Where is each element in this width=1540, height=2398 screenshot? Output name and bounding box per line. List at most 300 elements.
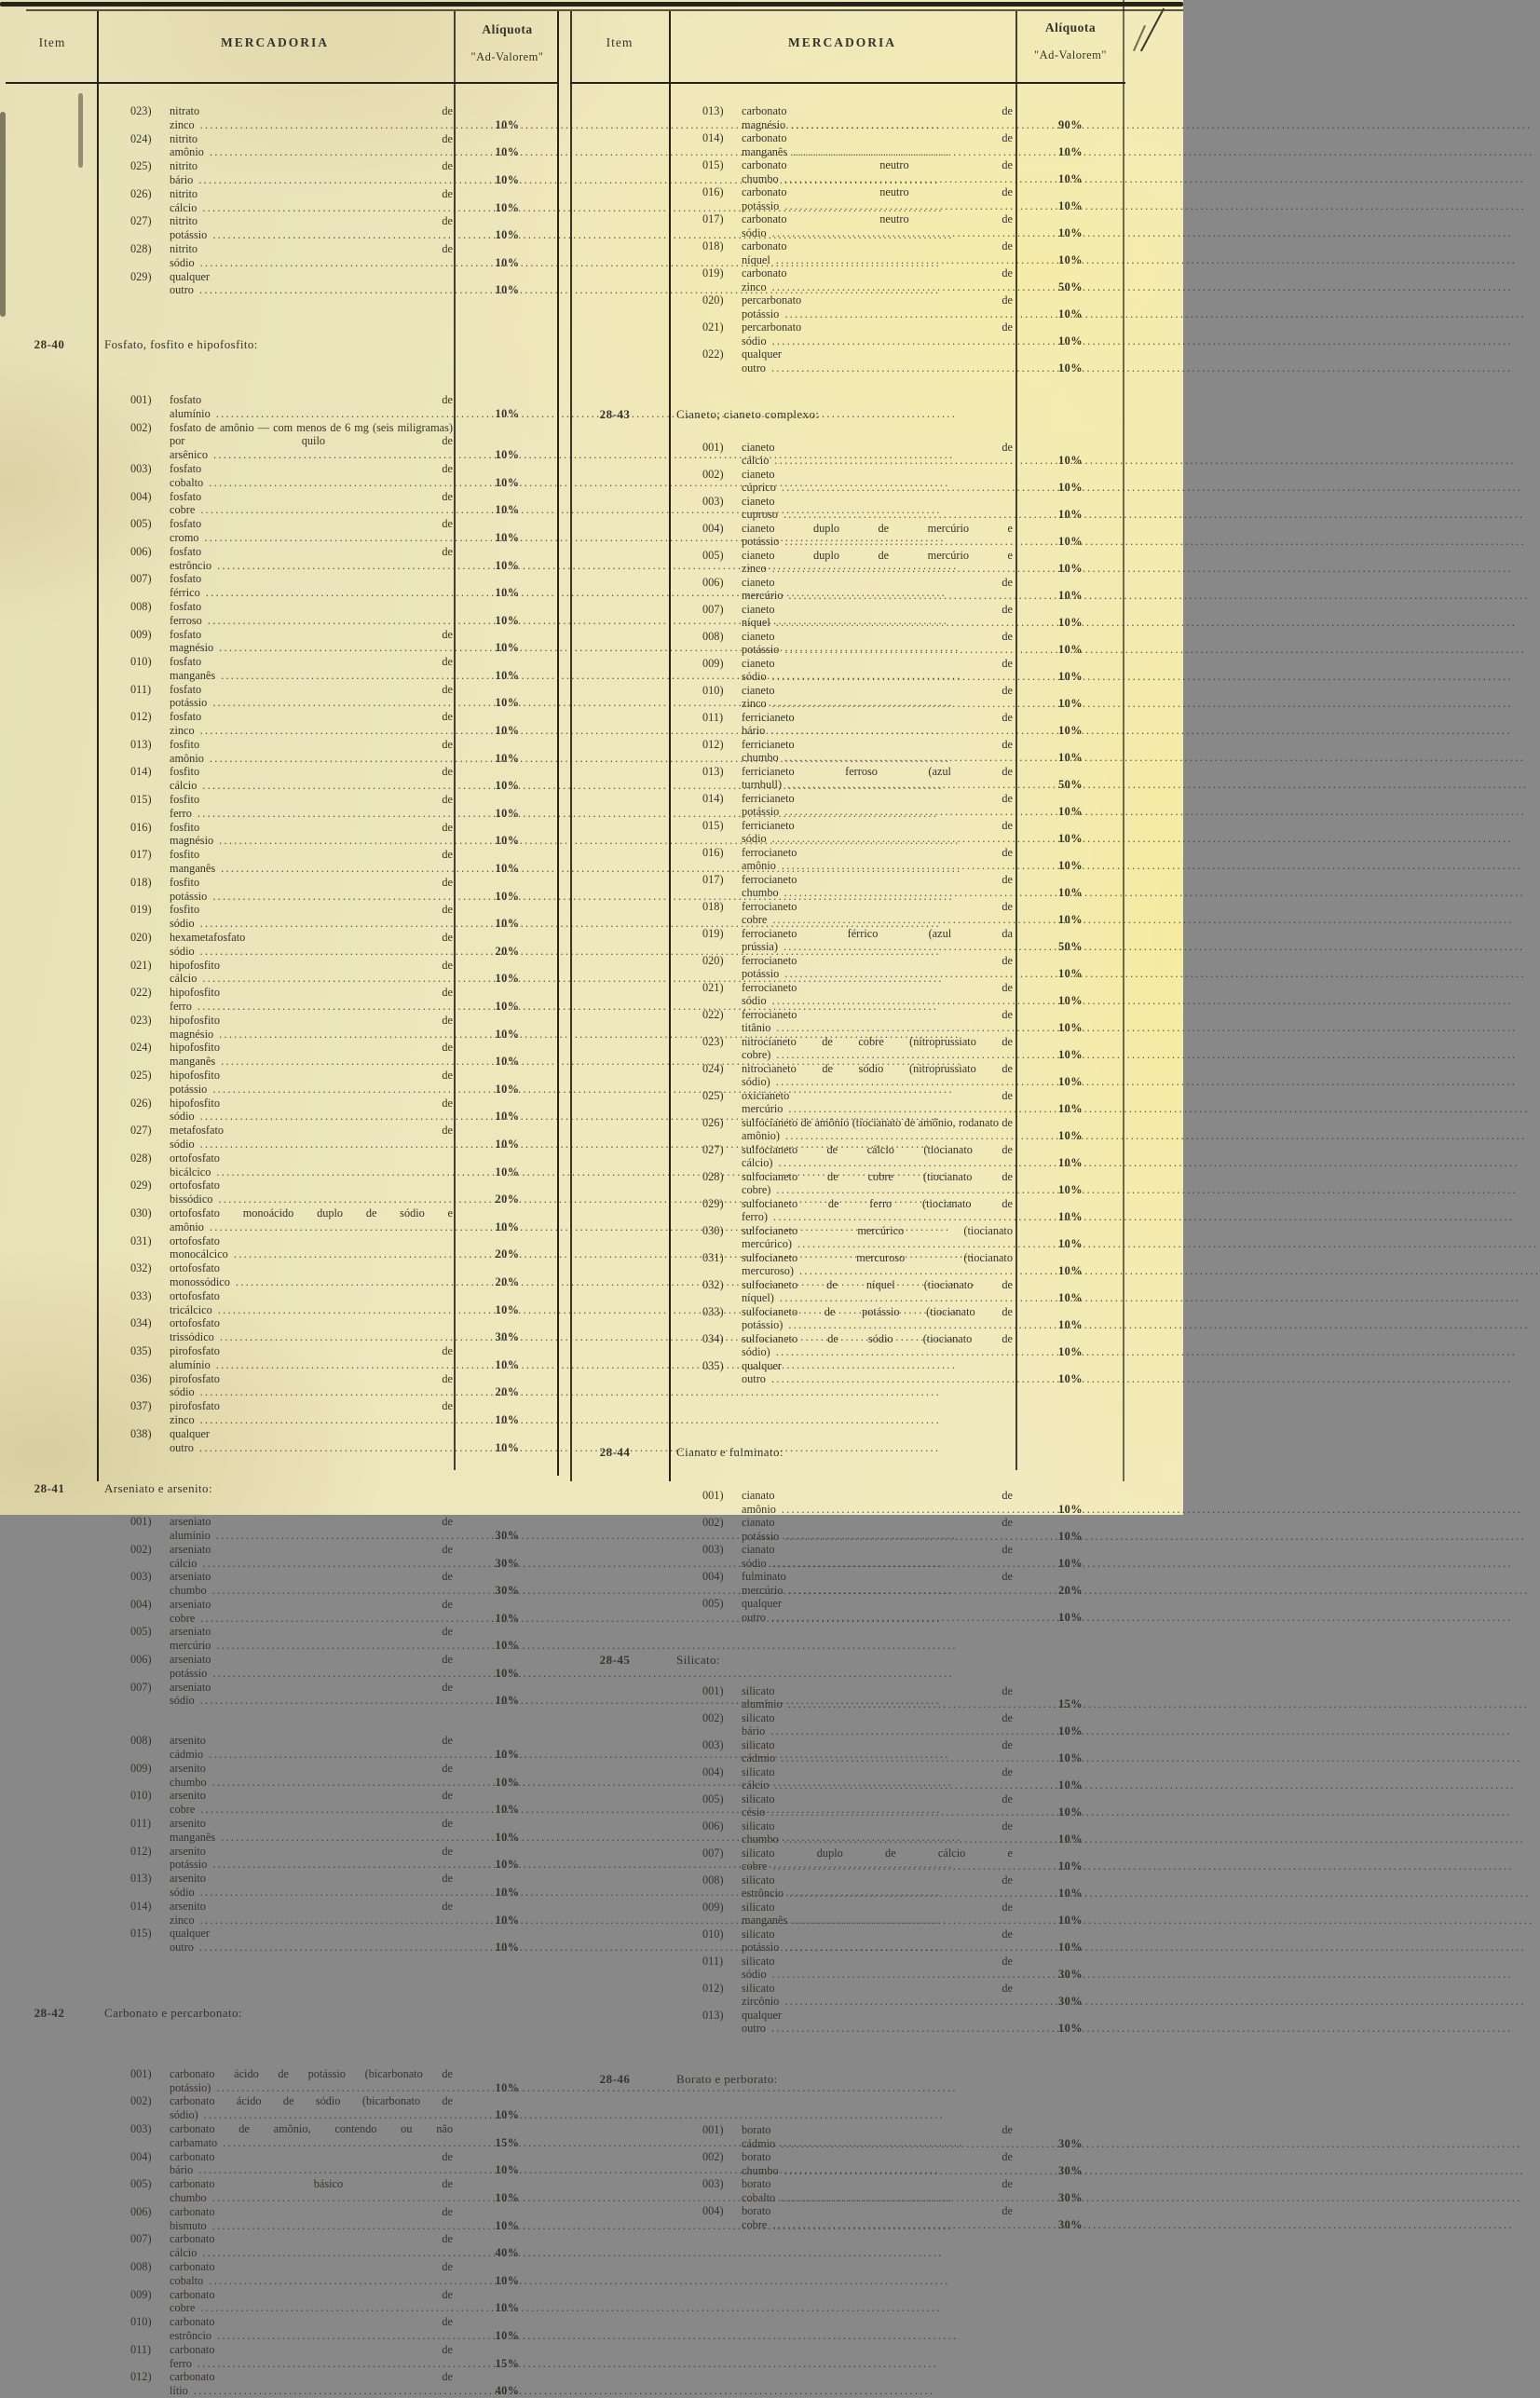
entry-description — [170, 986, 453, 1014]
entry-description — [742, 1516, 1013, 1543]
entry-rate: 10% — [495, 668, 520, 682]
entry-rate: 10% — [1057, 1048, 1083, 1061]
tariff-row — [97, 2370, 559, 2398]
entry-rate: 10% — [495, 558, 520, 572]
tariff-section — [34, 2006, 559, 2398]
tariff-row — [669, 792, 1125, 819]
entry-description — [742, 185, 1013, 212]
tariff-row — [669, 266, 1125, 293]
entry-code: 036) — [130, 1371, 152, 1385]
entry-rate: 10% — [1057, 2022, 1083, 2035]
entry-code: 028) — [130, 241, 152, 255]
entry-description — [742, 266, 1013, 293]
entry-code: 013) — [130, 1872, 152, 1886]
entry-name: nitrito de potássio ..... — [170, 214, 954, 241]
entry-rate: 10% — [495, 1858, 520, 1872]
tariff-row — [669, 212, 1125, 239]
entry-name: ferrocianeto de titânio ..... — [742, 1008, 1518, 1035]
tariff-row — [669, 900, 1125, 927]
tariff-row — [669, 2150, 1125, 2177]
entry-code: 027) — [702, 1142, 724, 1156]
entry-code: 003) — [702, 494, 724, 508]
entry-description — [170, 821, 453, 849]
entry-name: borato de chumbo ..... — [742, 2150, 1525, 2177]
tariff-row — [97, 738, 559, 766]
tariff-row — [97, 1653, 559, 1681]
tariff-row — [97, 572, 559, 600]
tariff-row — [97, 421, 559, 462]
entry-rate: 10% — [495, 1082, 520, 1096]
entry-rate: 30% — [1057, 2217, 1083, 2231]
tariff-row — [669, 927, 1125, 954]
entry-name: carbonato de cobalto ..... — [170, 2260, 950, 2287]
entry-rate: 10% — [495, 641, 520, 655]
entry-code: 034) — [702, 1331, 724, 1345]
entry-rate: 90% — [1057, 117, 1083, 131]
entry-name: hipofosfito de manganês ..... — [170, 1041, 962, 1068]
section-heading — [34, 1481, 559, 1496]
entry-name: qualquer outro ..... — [742, 347, 1512, 375]
entry-name: sulfocianeto de cálcio (tiocianato de cálcio) ..... — [742, 1143, 1520, 1170]
entry-code: 026) — [130, 1096, 152, 1110]
tariff-row — [97, 1206, 559, 1234]
entry-code: 002) — [130, 1542, 152, 1556]
entry-description — [170, 2067, 453, 2095]
tariff-row — [669, 1570, 1125, 1597]
entry-description — [170, 1014, 453, 1042]
entry-name: qualquer outro ..... — [742, 2009, 1512, 2036]
entry-name: ortofosfato trissódico ..... — [170, 1316, 961, 1343]
tariff-row — [669, 1305, 1125, 1332]
tariff-row — [97, 1598, 559, 1626]
entry-code: 021) — [702, 320, 724, 334]
entry-name: carbonato de cálcio ..... — [170, 2232, 944, 2259]
entry-name: arsenito de manganês ..... — [170, 1817, 962, 1844]
entry-rate: 10% — [495, 145, 520, 159]
entry-description — [170, 1543, 453, 1571]
entry-rate: 10% — [1057, 670, 1083, 683]
entry-description — [742, 1197, 1013, 1224]
tariff-row — [97, 2232, 559, 2260]
entry-name: percarbonato de potássio ..... — [742, 293, 1526, 320]
tariff-row — [97, 490, 559, 518]
tariff-row — [97, 986, 559, 1014]
tariff-row — [97, 1900, 559, 1928]
entry-rate: 10% — [495, 1302, 520, 1316]
column-header-item: Item — [38, 35, 66, 49]
entry-rate: 20% — [495, 1247, 520, 1261]
entry-code: 013) — [702, 2008, 724, 2022]
entry-description — [742, 522, 1013, 549]
entry-name: fosfato de cromo ..... — [170, 517, 946, 544]
entry-description — [742, 1170, 1013, 1197]
entry-code: 035) — [702, 1358, 724, 1372]
entry-rate: 10% — [495, 1913, 520, 1927]
entry-code: 008) — [702, 629, 724, 643]
tariff-row — [97, 848, 559, 876]
entry-name: cianeto cúprico ..... — [742, 468, 1522, 495]
entry-name: nitrito de sódio ..... — [170, 242, 941, 269]
entry-name: sulfocianeto de amônio (tiocianato de amônio, rodanato de amônio) ..... — [742, 1116, 1526, 1143]
entry-description — [742, 1543, 1013, 1570]
column-header-aliquota: Alíquota — [1044, 20, 1097, 34]
tariff-row — [669, 819, 1125, 846]
entry-rate: 10% — [1057, 1860, 1083, 1873]
entry-code: 008) — [130, 2259, 152, 2273]
entry-rate: 10% — [495, 613, 520, 627]
entry-description — [742, 1597, 1013, 1624]
entry-rate: 15% — [495, 2135, 520, 2149]
tariff-row — [669, 1846, 1125, 1873]
tariff-row — [97, 1372, 559, 1400]
entry-name: silicato duplo de cálcio e cobre ..... — [742, 1846, 1514, 1873]
tariff-row — [669, 738, 1125, 765]
tariff-row — [97, 1789, 559, 1817]
entry-name: fosfito de manganês ..... — [170, 848, 962, 875]
entry-rate: 10% — [1057, 1291, 1083, 1304]
entry-name: fosfato ferroso ..... — [170, 600, 948, 627]
entry-description — [170, 1872, 453, 1900]
entry-rate: 10% — [1057, 805, 1083, 818]
entry-name: arseniato de alumínio ..... — [170, 1515, 957, 1542]
entry-code: 010) — [702, 1927, 724, 1941]
entry-rate: 10% — [1057, 225, 1083, 239]
entry-name: pirofosfato de zinco ..... — [170, 1399, 941, 1426]
tariff-row — [669, 2177, 1125, 2204]
tariff-row — [97, 1927, 559, 1955]
tariff-row — [669, 1332, 1125, 1359]
entry-description — [170, 1289, 453, 1317]
entry-description — [742, 2150, 1013, 2177]
entry-description — [170, 738, 453, 766]
entry-name: cianeto de níquel ..... — [742, 603, 1517, 630]
item-number: 28-43 — [599, 407, 631, 421]
entry-rate: 10% — [1057, 1210, 1083, 1223]
tariff-row — [669, 1873, 1125, 1901]
entry-description — [170, 1234, 453, 1262]
column-header-mercadoria: MERCADORIA — [221, 35, 329, 49]
entry-code: 012) — [130, 710, 152, 724]
entry-name: fosfito de ferro ..... — [170, 793, 938, 820]
tariff-row — [97, 2315, 559, 2343]
entry-description — [742, 1143, 1013, 1170]
entry-code: 002) — [702, 1516, 724, 1529]
entry-rate: 30% — [1057, 2163, 1083, 2177]
entry-code: 022) — [702, 347, 724, 361]
entry-rate: 10% — [1057, 1183, 1083, 1196]
entry-code: 002) — [130, 2094, 152, 2108]
tariff-row — [669, 1278, 1125, 1305]
entry-code: 023) — [702, 1034, 724, 1048]
entry-code: 007) — [702, 1846, 724, 1860]
entry-name: ferricianeto de sódio ..... — [742, 819, 1513, 846]
entry-code: 028) — [702, 1169, 724, 1183]
tariff-row — [97, 1097, 559, 1124]
entry-rate: 10% — [1057, 1778, 1083, 1792]
entry-rate: 10% — [495, 2163, 520, 2177]
entry-rate: 10% — [495, 1027, 520, 1041]
tariff-row — [669, 1516, 1125, 1543]
entry-description — [170, 848, 453, 876]
entry-code: 011) — [130, 2342, 152, 2356]
entry-rate: 10% — [495, 503, 520, 517]
tariff-row — [669, 2123, 1125, 2150]
tariff-section — [669, 104, 1125, 375]
entry-rate: 10% — [1057, 913, 1083, 926]
entry-name: carbonato de manganês ..... — [742, 131, 1534, 158]
entry-description — [170, 710, 453, 738]
entry-description — [742, 684, 1013, 711]
tariff-row — [669, 2204, 1125, 2231]
tariff-row — [97, 393, 559, 421]
entry-description — [742, 1305, 1013, 1332]
entry-description — [742, 1765, 1013, 1792]
tariff-row — [97, 187, 559, 215]
entry-rate: 10% — [495, 862, 520, 876]
entry-description — [170, 421, 453, 462]
entry-description — [170, 2370, 453, 2398]
entry-rate: 10% — [495, 475, 520, 489]
entry-name: carbonato de magnésio ..... — [742, 104, 1533, 131]
tariff-row — [669, 1792, 1125, 1819]
entry-rate: 10% — [495, 1137, 520, 1151]
entry-name: cianato de amônio ..... — [742, 1489, 1522, 1516]
entry-name: ferricianeto de bário ..... — [742, 711, 1512, 738]
entry-code: 006) — [130, 1653, 152, 1667]
tariff-row — [669, 1170, 1125, 1197]
entry-group — [669, 1489, 1125, 1624]
entry-code: 015) — [702, 158, 724, 171]
entry-group — [97, 2067, 559, 2398]
entry-code: 015) — [130, 1927, 152, 1941]
entry-rate: 10% — [495, 1357, 520, 1371]
entry-rate: 10% — [1057, 697, 1083, 710]
entry-description — [170, 1598, 453, 1626]
entry-name: arseniato de cobre ..... — [170, 1598, 942, 1625]
entry-code: 006) — [130, 2204, 152, 2218]
entry-code: 033) — [702, 1304, 724, 1318]
entry-rate: 30% — [495, 1556, 520, 1570]
section-heading — [34, 2006, 559, 2021]
entry-rate: 10% — [495, 724, 520, 738]
entry-rate: 30% — [495, 1528, 520, 1542]
entry-code: 010) — [130, 1789, 152, 1803]
entry-rate: 10% — [1057, 1941, 1083, 1954]
entry-code: 011) — [130, 682, 152, 696]
entry-description — [170, 1041, 453, 1069]
entry-name: sulfocianeto mercuroso (tiocianato mercuroso) ..... — [742, 1251, 1540, 1278]
entry-code: 014) — [130, 765, 152, 779]
entry-rate: 10% — [495, 172, 520, 186]
entry-description — [742, 131, 1013, 158]
entry-rate: 10% — [1057, 967, 1083, 980]
entry-description — [742, 900, 1013, 927]
entry-description — [170, 1372, 453, 1400]
entry-code: 021) — [130, 958, 152, 972]
entry-description — [742, 846, 1013, 873]
entry-description — [170, 2232, 453, 2260]
entry-name: nitrito de bário ..... — [170, 159, 940, 186]
entry-name: arsenito de sódio ..... — [170, 1872, 941, 1899]
tariff-row — [669, 711, 1125, 738]
entry-rate: 10% — [495, 972, 520, 986]
tariff-row — [97, 242, 559, 270]
entry-code: 003) — [702, 1543, 724, 1556]
entry-rate: 10% — [1057, 171, 1083, 185]
tariff-row — [669, 1359, 1125, 1386]
tariff-row — [97, 1515, 559, 1543]
tariff-row — [97, 710, 559, 738]
entry-rate: 10% — [495, 1694, 520, 1708]
tariff-row — [97, 1427, 559, 1455]
entry-description — [742, 1035, 1013, 1062]
entry-rate: 10% — [1057, 1102, 1083, 1115]
entry-rate: 10% — [495, 1611, 520, 1625]
entry-code: 013) — [702, 104, 724, 117]
entry-code: 002) — [130, 420, 152, 434]
entry-rate: 10% — [495, 530, 520, 544]
table-body — [34, 97, 559, 2398]
entry-code: 020) — [130, 931, 152, 945]
entry-name: sulfocianeto de sódio (tiocianato de sódio) ..... — [742, 1332, 1517, 1359]
entry-name: silicato de sódio ..... — [742, 1955, 1513, 1982]
tariff-row — [669, 954, 1125, 981]
tariff-row — [97, 1316, 559, 1344]
entry-name: qualquer outro ..... — [742, 1597, 1512, 1624]
entry-code: 004) — [702, 2204, 724, 2217]
entry-description — [170, 462, 453, 490]
entry-rate: 30% — [1057, 2190, 1083, 2204]
entry-rate: 10% — [495, 228, 520, 242]
tariff-row — [97, 903, 559, 931]
entry-code: 007) — [130, 572, 152, 586]
entry-code: 012) — [702, 737, 724, 751]
tariff-row — [97, 1124, 559, 1151]
entry-rate: 10% — [1057, 1914, 1083, 1927]
entry-description — [742, 1846, 1013, 1873]
entry-description — [742, 981, 1013, 1008]
tariff-row — [97, 132, 559, 160]
entry-name: sulfocianeto de ferro (tiocianato de ferro) ..... — [742, 1197, 1514, 1224]
entry-code: 013) — [130, 737, 152, 751]
tariff-row — [669, 495, 1125, 522]
entry-name: hipofosfito de potássio ..... — [170, 1069, 954, 1096]
entry-name: carbonato de bário ..... — [170, 2150, 940, 2177]
tariff-row — [669, 1197, 1125, 1224]
tariff-row — [669, 1597, 1125, 1624]
entry-name: arseniato de potássio ..... — [170, 1653, 954, 1680]
entry-rate: 50% — [1057, 778, 1083, 791]
tariff-row — [97, 1069, 559, 1097]
entry-code: 020) — [702, 293, 724, 307]
entry-description — [170, 2177, 453, 2205]
entry-rate: 10% — [1057, 1502, 1083, 1516]
entry-name: carbonato de estrôncio ..... — [170, 2315, 958, 2342]
entry-name: ortofosfato monossódico ..... — [170, 1261, 976, 1288]
entry-name: silicato de potássio ..... — [742, 1928, 1526, 1955]
entry-name: sulfocianeto de níquel (tiocianato de níquel) ..... — [742, 1278, 1520, 1305]
entry-rate: 10% — [495, 2108, 520, 2122]
entry-code: 026) — [130, 186, 152, 200]
entry-code: 005) — [130, 1625, 152, 1639]
entry-code: 002) — [702, 467, 724, 481]
entry-description — [170, 1653, 453, 1681]
tariff-row — [669, 104, 1125, 131]
entry-group — [669, 104, 1125, 375]
entry-name: sulfocianeto de potássio (tiocianato de potássio) ..... — [742, 1305, 1530, 1332]
entry-code: 005) — [702, 548, 724, 562]
entry-name: nitrato de zinco ..... — [170, 104, 941, 131]
entry-description — [170, 517, 453, 545]
entry-name: fosfato de zinco ..... — [170, 710, 941, 737]
entry-rate: 10% — [1057, 508, 1083, 521]
entry-rate: 10% — [1057, 1833, 1083, 1846]
entry-code: 028) — [130, 1151, 152, 1165]
entry-name: arsenito de chumbo ..... — [170, 1762, 953, 1789]
entry-name: hipofosfito de ferro ..... — [170, 986, 938, 1013]
tariff-row — [97, 2205, 559, 2233]
tariff-row — [669, 1765, 1125, 1792]
entry-name: hexametafosfato de sódio ..... — [170, 931, 941, 958]
entry-description — [742, 549, 1013, 576]
entry-rate: 30% — [495, 1584, 520, 1598]
tariff-row — [669, 1711, 1125, 1738]
tariff-row — [97, 2177, 559, 2205]
entry-code: 018) — [130, 875, 152, 889]
entry-code: 020) — [702, 953, 724, 967]
entry-rate: 10% — [1057, 751, 1083, 764]
entry-code: 007) — [130, 2232, 152, 2246]
entry-rate: 10% — [1057, 1529, 1083, 1543]
entry-rate: 10% — [495, 696, 520, 710]
entry-name: fosfito de sódio ..... — [170, 903, 941, 930]
entry-description — [742, 765, 1013, 792]
entry-code: 029) — [130, 1179, 152, 1192]
entry-rate: 10% — [495, 1412, 520, 1426]
tariff-row — [97, 1817, 559, 1845]
entry-rate: 10% — [1057, 994, 1083, 1007]
tariff-row — [97, 655, 559, 683]
entry-name: silicato de estrôncio ..... — [742, 1873, 1530, 1901]
entry-name: pirofosfato de sódio ..... — [170, 1372, 941, 1399]
entry-description — [742, 1684, 1013, 1711]
entry-rate: 10% — [1057, 307, 1083, 320]
entry-name: ferrocianeto de potássio ..... — [742, 954, 1526, 981]
tariff-row — [669, 441, 1125, 468]
entry-code: 022) — [130, 986, 152, 1000]
entry-code: 001) — [702, 440, 724, 454]
entry-rate: 20% — [495, 1385, 520, 1399]
entry-rate: 10% — [495, 1830, 520, 1844]
entry-description — [170, 159, 453, 187]
tariff-section — [34, 1481, 559, 1955]
entry-name: oxicianeto de mercúrio ..... — [742, 1089, 1530, 1116]
entry-name: hipofosfito de cálcio ..... — [170, 959, 944, 986]
entry-code: 003) — [702, 2177, 724, 2190]
entry-rate: 10% — [1057, 361, 1083, 375]
entry-code: 024) — [130, 131, 152, 145]
entry-rate: 10% — [495, 2190, 520, 2204]
column-header-aliquota: Alíquota — [482, 22, 533, 36]
entry-code: 029) — [130, 269, 152, 283]
entry-rate: 50% — [1057, 940, 1083, 953]
entry-name: silicato de bário ..... — [742, 1711, 1512, 1738]
entry-code: 016) — [702, 845, 724, 859]
entry-code: 001) — [130, 1515, 152, 1529]
entry-rate: 10% — [1057, 1887, 1083, 1900]
entry-rate: 10% — [1057, 1237, 1083, 1250]
entry-description — [170, 1681, 453, 1709]
